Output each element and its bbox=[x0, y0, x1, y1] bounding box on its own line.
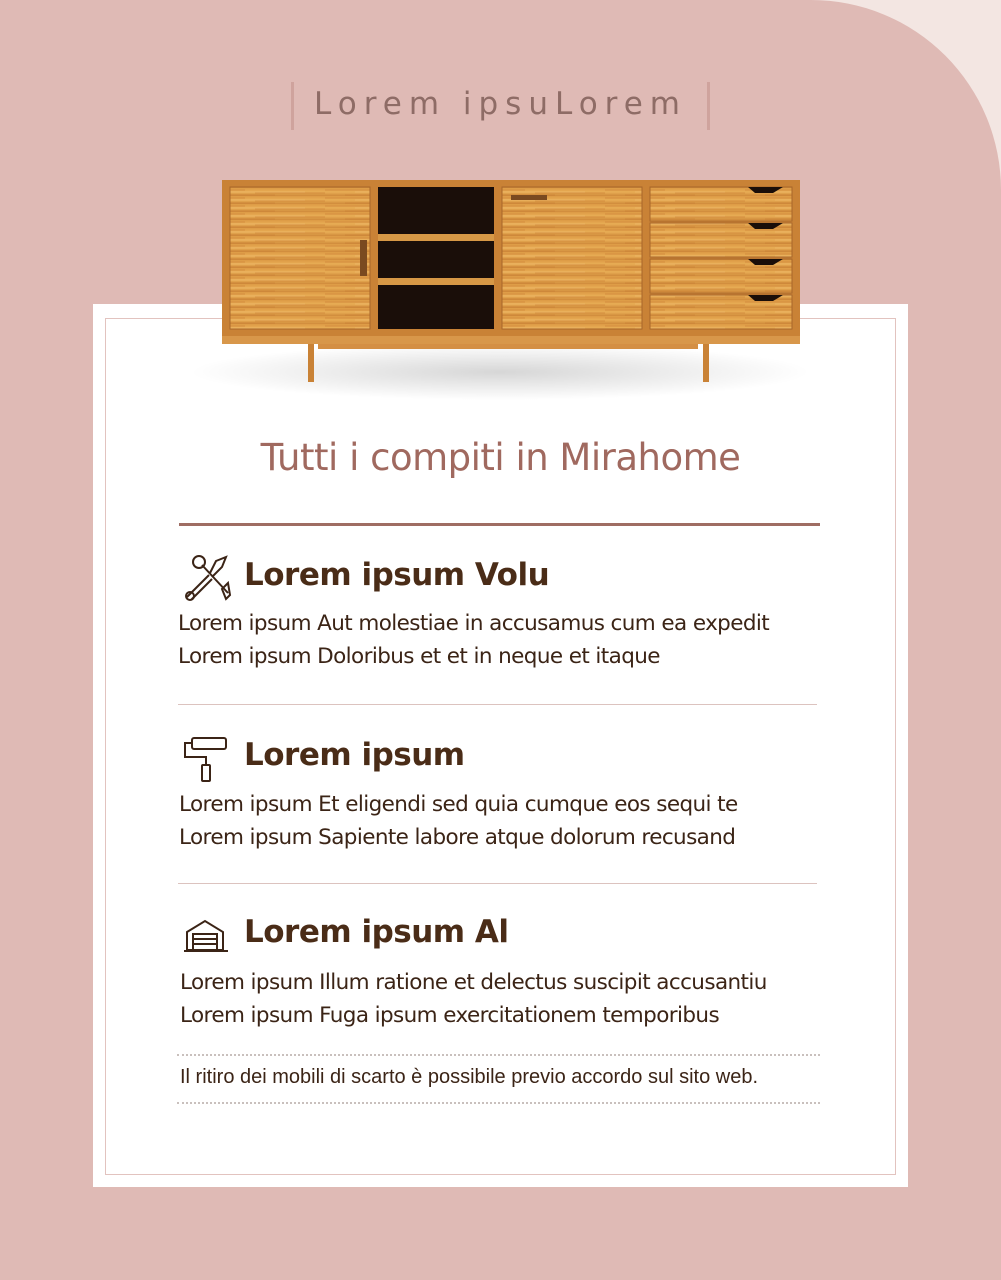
sideboard-cabinet-image bbox=[185, 172, 815, 412]
section-line-1a: Lorem ipsum Aut molestiae in accusamus cum ea expedit bbox=[178, 611, 770, 636]
header bbox=[0, 72, 1001, 142]
section-divider-2 bbox=[178, 883, 817, 884]
section-line-1b: Lorem ipsum Doloribus et et in neque et itaque bbox=[178, 644, 660, 669]
section-line-2b: Lorem ipsum Sapiente labore atque dolorum recusand bbox=[179, 825, 736, 850]
section-heading-1: Lorem ipsum Volu bbox=[244, 557, 550, 593]
page-title: Lorem ipsuLorem bbox=[314, 86, 687, 122]
section-divider-1 bbox=[178, 704, 817, 705]
section-text-3 bbox=[180, 966, 767, 1032]
title-rule bbox=[179, 523, 820, 526]
tools-icon bbox=[182, 553, 232, 603]
card-title: Tutti i compiti in Mirahome bbox=[260, 436, 741, 479]
note-bottom-rule bbox=[177, 1102, 820, 1104]
section-heading-3: Lorem ipsum Al bbox=[244, 914, 509, 950]
paint-roller-icon bbox=[182, 735, 232, 785]
section-line-3a: Lorem ipsum Illum ratione et delectus suscipit accusantiu bbox=[180, 970, 767, 995]
disposal-note: Il ritiro dei mobili di scarto è possibile previo accordo sul sito web. bbox=[180, 1066, 759, 1088]
note-top-rule bbox=[177, 1054, 820, 1056]
section-heading-2: Lorem ipsum bbox=[244, 737, 465, 773]
header-right-bar bbox=[707, 82, 710, 130]
section-text-1 bbox=[178, 607, 769, 673]
section-line-3b: Lorem ipsum Fuga ipsum exercitationem temporibus bbox=[180, 1003, 720, 1028]
section-line-2a: Lorem ipsum Et eligendi sed quia cumque eos sequi te bbox=[179, 792, 738, 817]
section-text-2 bbox=[179, 788, 738, 854]
warehouse-icon bbox=[182, 912, 232, 962]
